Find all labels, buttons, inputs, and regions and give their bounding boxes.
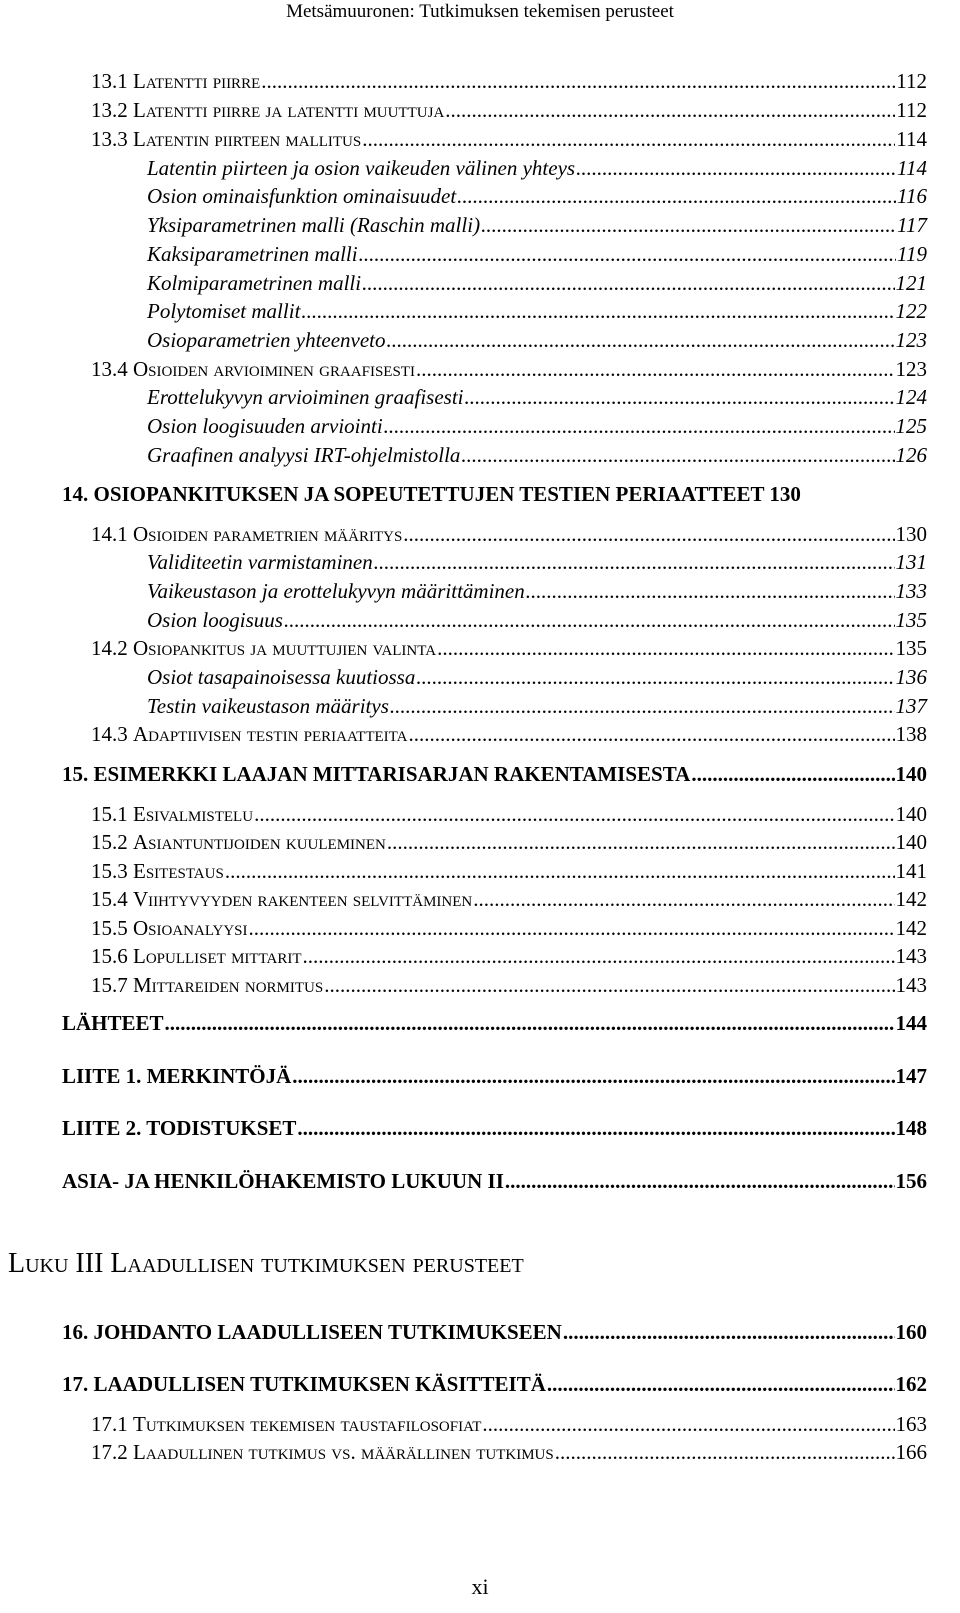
dot-leader: [563, 1322, 895, 1343]
toc-entry-title: 16. JOHDANTO LAADULLISEEN TUTKIMUKSEEN: [62, 1320, 562, 1344]
toc-section-title: Latentti piirre: [133, 69, 261, 93]
toc-entry-title: Erottelukyvyn arvioiminen graafisesti: [147, 385, 464, 409]
toc-page-number: 162: [895, 1372, 927, 1396]
toc-entry-title: [91, 638, 436, 659]
toc-page-number: 147: [895, 1064, 927, 1088]
toc-entry-title: [91, 1442, 554, 1463]
dot-leader: [457, 186, 896, 207]
toc-chapter-entry[interactable]: [62, 1066, 927, 1087]
toc-entry-title: [91, 975, 323, 996]
dot-leader: [437, 638, 894, 659]
dot-leader: [473, 889, 894, 910]
toc-page-number: 142: [895, 916, 927, 940]
dot-leader: [482, 1414, 894, 1435]
dot-leader: [359, 244, 896, 265]
toc-section-entry[interactable]: [91, 1442, 927, 1463]
toc-page-number: 112: [896, 98, 927, 122]
toc-subsection-entry[interactable]: [147, 330, 927, 351]
part-heading: Luku III Laadullisen tutkimuksen perusteet: [8, 1248, 524, 1279]
dot-leader: [481, 215, 896, 236]
toc-page-number: 112: [896, 69, 927, 93]
toc-section-entry[interactable]: [91, 918, 927, 939]
toc-section-number: 13.3: [91, 127, 128, 151]
toc-subsection-entry[interactable]: [147, 387, 927, 408]
dot-leader: [390, 696, 895, 717]
toc-section-title: Osioanalyysi: [133, 916, 248, 940]
toc-section-entry[interactable]: [91, 638, 927, 659]
toc-entry-title: Osion loogisuus: [147, 608, 283, 632]
dot-leader: [301, 301, 894, 322]
toc-section-number: 17.1: [91, 1412, 128, 1436]
dot-leader: [408, 724, 894, 745]
toc-entry-title: [91, 861, 224, 882]
toc-page-number: 144: [895, 1011, 927, 1035]
toc-page-number: 142: [895, 887, 927, 911]
toc-page-number: 116: [897, 184, 927, 208]
toc-page-number: 125: [895, 414, 927, 438]
toc-page-number: 114: [897, 156, 927, 180]
dot-leader: [292, 1066, 894, 1087]
toc-page-number: 114: [896, 127, 927, 151]
dot-leader: [576, 158, 896, 179]
toc-entry-title: [91, 804, 253, 825]
toc-chapter-entry[interactable]: 14. OSIOPANKITUKSEN JA SOPEUTETTUJEN TESTIEN PERIAATTEET 130: [62, 482, 801, 506]
toc-page-number: 166: [895, 1440, 927, 1464]
toc-entry-title: [91, 100, 444, 121]
toc-entry-title: Yksiparametrinen malli (Raschin malli): [147, 213, 481, 237]
toc-chapter-entry[interactable]: [62, 1013, 927, 1034]
toc-entry-title: Osiot tasapainoisessa kuutiossa: [147, 665, 416, 689]
toc-entry-title: [91, 129, 361, 150]
toc-subsection-entry[interactable]: [147, 244, 927, 265]
running-header: Metsämuuronen: Tutkimuksen tekemisen perusteet: [286, 1, 674, 22]
toc-section-number: 13.4: [91, 357, 128, 381]
toc-section-entry[interactable]: [91, 524, 927, 545]
dot-leader: [284, 610, 895, 631]
dot-leader: [505, 1171, 895, 1192]
dot-leader: [324, 975, 894, 996]
toc-entry-title: Osioparametrien yhteenveto: [147, 328, 386, 352]
toc-section-number: 15.2: [91, 830, 128, 854]
toc-subsection-entry[interactable]: [147, 158, 927, 179]
dot-leader: [225, 861, 895, 882]
toc-entry-title: Vaikeustason ja erottelukyvyn määrittäminen: [147, 579, 525, 603]
toc-page-number: 117: [897, 213, 927, 237]
toc-subsection-entry[interactable]: [147, 186, 927, 207]
toc-subsection-entry[interactable]: [147, 667, 927, 688]
toc-section-entry[interactable]: [91, 359, 927, 380]
toc-entry-title: Osion ominaisfunktion ominaisuudet: [147, 184, 457, 208]
toc-subsection-entry[interactable]: [147, 552, 927, 573]
toc-section-number: 15.1: [91, 802, 128, 826]
toc-entry-title: 17. LAADULLISEN TUTKIMUKSEN KÄSITTEITÄ: [62, 1372, 546, 1396]
toc-entry-title: [91, 359, 415, 380]
toc-page-number: 133: [895, 579, 927, 603]
toc-section-number: 17.2: [91, 1440, 128, 1464]
toc-entry-title: [91, 889, 472, 910]
dot-leader: [691, 764, 894, 785]
toc-section-title: Asiantuntijoiden kuuleminen: [133, 830, 386, 854]
toc-page-number: 160: [895, 1320, 927, 1344]
toc-entry-title: Testin vaikeustason määritys: [147, 694, 389, 718]
toc-page-number: 121: [895, 271, 927, 295]
dot-leader: [465, 387, 895, 408]
toc-section-title: Esivalmistelu: [133, 802, 254, 826]
dot-leader: [254, 804, 894, 825]
dot-leader: [384, 416, 895, 437]
toc-section-entry[interactable]: [91, 129, 927, 150]
toc-chapter-entry[interactable]: [62, 764, 927, 785]
dot-leader: [445, 100, 895, 121]
toc-page-number: 140: [895, 802, 927, 826]
dot-leader: [374, 552, 895, 573]
toc-section-title: Osioiden arvioiminen graafisesti: [133, 357, 415, 381]
toc-chapter-entry[interactable]: [62, 1171, 927, 1192]
toc-page-number: 124: [895, 385, 927, 409]
toc-section-title: Viihtyvyyden rakenteen selvittäminen: [133, 887, 473, 911]
toc-section-number: 14.3: [91, 722, 128, 746]
dot-leader: [303, 946, 895, 967]
toc-chapter-entry[interactable]: [62, 1374, 927, 1395]
toc-section-number: 14.1: [91, 522, 128, 546]
toc-section-number: 15.6: [91, 944, 128, 968]
toc-section-title: Osiopankitus ja muuttujien valinta: [133, 636, 437, 660]
toc-page-number: 131: [895, 550, 927, 574]
toc-page-number: 140: [895, 830, 927, 854]
toc-section-title: Mittareiden normitus: [133, 973, 324, 997]
toc-page-number: 137: [895, 694, 927, 718]
toc-entry-title: [91, 832, 386, 853]
toc-subsection-entry[interactable]: [147, 273, 927, 294]
toc-page-number: 136: [895, 665, 927, 689]
toc-section-number: 13.1: [91, 69, 128, 93]
toc-page-number: 135: [895, 636, 927, 660]
toc-section-number: 13.2: [91, 98, 128, 122]
toc-section-number: 14.2: [91, 636, 128, 660]
toc-section-title: Tutkimuksen tekemisen taustafilosofiat: [133, 1412, 482, 1436]
toc-entry-title: Latentin piirteen ja osion vaikeuden välinen yhteys: [147, 156, 576, 180]
dot-leader: [416, 667, 894, 688]
toc-section-entry[interactable]: [91, 889, 927, 910]
dot-leader: [461, 445, 894, 466]
toc-page-number: 126: [895, 443, 927, 467]
toc-entry-title: Kaksiparametrinen malli: [147, 242, 358, 266]
toc-entry-title: LÄHTEET: [62, 1011, 164, 1035]
dot-leader: [547, 1374, 895, 1395]
toc-section-number: 15.3: [91, 859, 128, 883]
toc-entry-title: [91, 524, 402, 545]
toc-page-number: 163: [895, 1412, 927, 1436]
toc-subsection-entry[interactable]: [147, 301, 927, 322]
toc-subsection-entry[interactable]: [147, 610, 927, 631]
toc-section-number: 15.7: [91, 973, 128, 997]
toc-subsection-entry[interactable]: [147, 696, 927, 717]
dot-leader: [526, 581, 895, 602]
toc-section-title: Esitestaus: [133, 859, 224, 883]
dot-leader: [362, 129, 895, 150]
toc-entry-title: Osion loogisuuden arviointi: [147, 414, 383, 438]
page-number: xi: [471, 1574, 489, 1599]
toc-page-number: 141: [895, 859, 927, 883]
toc-entry-title: [91, 724, 407, 745]
dot-leader: [249, 918, 895, 939]
toc-section-number: 15.5: [91, 916, 128, 940]
toc-page-number: 140: [895, 762, 927, 786]
dot-leader: [416, 359, 895, 380]
toc-section-title: Latentin piirteen mallitus: [133, 127, 362, 151]
toc-entry-title: LIITE 1. MERKINTÖJÄ: [62, 1064, 292, 1088]
toc-entry-title: [91, 1414, 481, 1435]
toc-entry-title: [91, 918, 248, 939]
dot-leader: [261, 71, 895, 92]
dot-leader: [165, 1013, 895, 1034]
toc-page-number: 138: [895, 722, 927, 746]
toc-section-title: Lopulliset mittarit: [133, 944, 302, 968]
toc-entry-title: Graafinen analyysi IRT-ohjelmistolla: [147, 443, 461, 467]
toc-entry-title: Validiteetin varmistaminen: [147, 550, 373, 574]
toc-section-number: 15.4: [91, 887, 128, 911]
toc-entry-title: 15. ESIMERKKI LAAJAN MITTARISARJAN RAKENTAMISESTA: [62, 762, 691, 786]
toc-page-number: 156: [895, 1169, 927, 1193]
toc-entry-title: Kolmiparametrinen malli: [147, 271, 362, 295]
toc-section-title: Latentti piirre ja latentti muuttuja: [133, 98, 445, 122]
toc-page-number: 130: [895, 522, 927, 546]
toc-subsection-entry[interactable]: [147, 581, 927, 602]
toc-entry-title: ASIA- JA HENKILÖHAKEMISTO LUKUUN II: [62, 1169, 504, 1193]
toc-section-entry[interactable]: [91, 804, 927, 825]
toc-section-entry[interactable]: [91, 100, 927, 121]
toc-section-title: Laadullinen tutkimus vs. määrällinen tutkimus: [133, 1440, 554, 1464]
toc-page-number: 119: [897, 242, 927, 266]
toc-page-number: 123: [895, 328, 927, 352]
toc-entry-title: LIITE 2. TODISTUKSET: [62, 1116, 297, 1140]
toc-page-number: 135: [895, 608, 927, 632]
toc-section-entry[interactable]: [91, 724, 927, 745]
toc-page-number: 122: [895, 299, 927, 323]
toc-section-entry[interactable]: [91, 1414, 927, 1435]
dot-leader: [555, 1442, 895, 1463]
toc-page-number: 148: [895, 1116, 927, 1140]
dot-leader: [403, 524, 894, 545]
toc-section-entry[interactable]: [91, 975, 927, 996]
dot-leader: [387, 832, 895, 853]
toc-subsection-entry[interactable]: [147, 445, 927, 466]
toc-section-title: Adaptiivisen testin periaatteita: [133, 722, 408, 746]
toc-section-entry[interactable]: [91, 946, 927, 967]
toc-page-number: 123: [895, 357, 927, 381]
toc-chapter-entry[interactable]: [62, 1118, 927, 1139]
toc-page-number: 143: [895, 944, 927, 968]
dot-leader: [362, 273, 894, 294]
toc-subsection-entry[interactable]: [147, 416, 927, 437]
toc-entry-title: [91, 71, 260, 92]
toc-page-number: 143: [895, 973, 927, 997]
toc-section-entry[interactable]: [91, 832, 927, 853]
toc-chapter-entry[interactable]: [62, 1322, 927, 1343]
toc-entry-title: [91, 946, 302, 967]
dot-leader: [387, 330, 895, 351]
toc-section-title: Osioiden parametrien määritys: [133, 522, 403, 546]
toc-section-entry[interactable]: [91, 861, 927, 882]
toc-entry-title: Polytomiset mallit: [147, 299, 301, 323]
toc-section-entry[interactable]: [91, 71, 927, 92]
dot-leader: [297, 1118, 894, 1139]
toc-subsection-entry[interactable]: [147, 215, 927, 236]
